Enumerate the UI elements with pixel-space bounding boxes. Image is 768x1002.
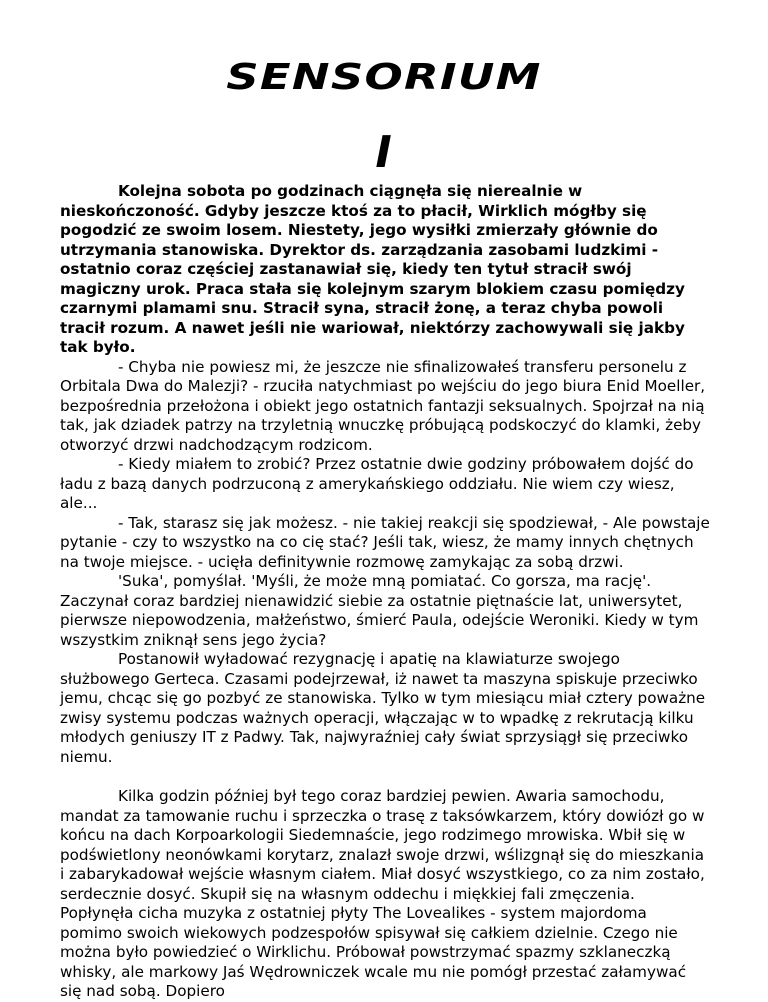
paragraph: - Chyba nie powiesz mi, że jeszcze nie sfinalizowałeś transferu personelu z Orbitala Dwa do Malezji? - rzuciła natychmiast po wejściu do jego biura Enid Moeller, bezpośrednia przełożona i obiekt jego ostatnich fantazji seksualnych. Spojrzał na nią tak, jak dziadek patrzy na trzyletnią wnuczkę próbującą podskoczyć do klamki, żeby otworzyć drzwi nadchodzącym rodzicom.: [60, 357, 706, 454]
document-body: [60, 182, 710, 1002]
chapter-number: I: [375, 127, 393, 178]
paragraph: 'Suka', pomyślał. 'Myśli, że może mną pomiatać. Co gorsza, ma rację'. Zaczynał coraz bardziej nienawidzić siebie za ostatnie piętnaście lat, uniwersytet, pierwsze niepowodzenia, małżeństwo, śmierć Paula, odejście Weroniki. Kiedy w tym wszystkim zniknął sens jego życia?: [60, 572, 699, 649]
paragraph: Postanowił wyładować rezygnację i apatię na klawiaturze swojego służbowego Gerteca. Czasami podejrzewał, iż nawet ta maszyna spiskuje przeciwko jemu, chcąc się go pozbyć ze stanowiska. Tylko w tym miesiącu miał cztery poważne zwisy systemu podczas ważnych operacji, włączając w to wpadkę z rekrutacją kilku młodych geniuszy IT z Padwy. Tak, najwyraźniej cały świat sprzysiągł się przeciwko niemu.: [60, 650, 706, 766]
paragraph: Kilka godzin później był tego coraz bardziej pewien. Awaria samochodu, mandat za tamowanie ruchu i sprzeczka o trasę z taksówkarzem, który dowiózł go w końcu na dach Korpoarkologii Siedemnaście, jego rodzimego mrowiska. Wbił się w podświetlony neonówkami korytarz, znalazł swoje drzwi, wślizgnął się do mieszkania i zabarykadował wejście własnym ciałem. Miał dosyć wszystkiego, co za nim zostało, serdecznie dosyć. Skupił się na własnym oddechu i miękkiej fali zmęczenia. Popłynęła cicha muzyka z ostatniej płyty The Lovealikes - system majordoma pomimo swoich wiekowych podzespołów spisywał się całkiem dzielnie. Czego nie można było powiedzieć o Wirklichu. Próbował powstrzymać spazmy szklaneczką whisky, ale markowy Jaś Wędrowniczek wcale mu nie pomógł przestać załamywać się nad sobą. Dopiero: [60, 787, 705, 1000]
paragraph: - Kiedy miałem to zrobić? Przez ostatnie dwie godziny próbowałem dojść do ładu z bazą danych podrzuconą z amerykańskiego oddziału. Nie wiem czy wiesz, ale...: [60, 455, 694, 512]
paragraph: - Tak, starasz się jak możesz. - nie takiej reakcji się spodziewał, - Ale powstaje pytanie - czy to wszystko na co cię stać? Jeśli tak, wiesz, że mamy innych chętnych na twoje miejsce. - ucięła definitywnie rozmowę zamykając za sobą drzwi.: [60, 513, 710, 571]
document-title: SENSORIUM: [226, 57, 542, 98]
paragraph: Kolejna sobota po godzinach ciągnęła się nierealnie w nieskończoność. Gdyby jeszcze ktoś za to płacił, Wirklich mógłby się pogodzić ze swoim losem. Niestety, jego wysiłki zmierzały głównie do utrzymania stanowiska. Dyrektor ds. zarządzania zasobami ludzkimi - ostatnio coraz częściej zastanawiał się, kiedy ten tytuł stracił swój magiczny urok. Praca stała się kolejnym szarym blokiem czasu pomiędzy czarnymi plamami snu. Stracił syna, stracił żonę, a teraz chyba powoli tracił rozum. A nawet jeśli nie wariował, niektórzy zachowywali się jakby tak było.: [60, 182, 685, 356]
